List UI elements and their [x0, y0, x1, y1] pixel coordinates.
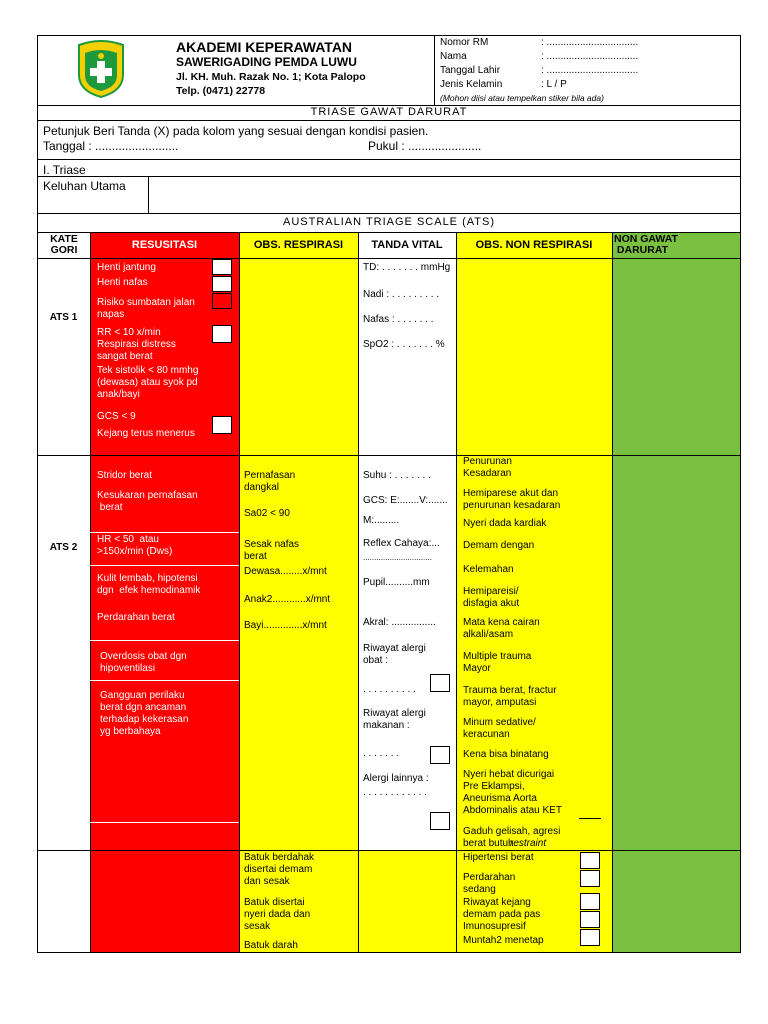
- checkbox-perdarahan-sedang[interactable]: [580, 870, 600, 887]
- jenis-kelamin-field[interactable]: : L / P: [541, 79, 567, 90]
- nomor-rm-field[interactable]: : .................................: [541, 37, 639, 48]
- ats2-hemiparese: Hemiparese akut dan penurunan kesadaran: [463, 488, 561, 511]
- ats2-hemipareisi: Hemipareisi/ disfagia akut: [463, 586, 520, 609]
- checkbox-alergi-obat[interactable]: [430, 674, 450, 692]
- checkbox-alergi-makanan[interactable]: [430, 746, 450, 764]
- ats2-akral-field[interactable]: Akral: ................: [363, 617, 436, 628]
- ats3-batuk-darah: Batuk darah: [244, 940, 298, 951]
- ats2-dewasa-field[interactable]: Dewasa........x/mnt: [244, 566, 327, 577]
- checkbox-sumbatan[interactable]: [212, 293, 232, 309]
- ats2-perdarahan: Perdarahan berat: [97, 612, 175, 623]
- keluhan-label: Keluhan Utama: [43, 179, 126, 193]
- ats2-trauma-berat: Trauma berat, fractur mayor, amputasi: [463, 685, 557, 708]
- jenis-kelamin-label: Jenis Kelamin: [440, 79, 503, 90]
- ats2-demam: Demam dengan: [463, 540, 535, 551]
- sticker-note: (Mohon diisi atau tempelkan stiker bila ada): [440, 93, 604, 103]
- ats2-nyeri-hebat: Nyeri hebat dicurigai Pre Eklampsi, Aneurisma Aorta Abdominalis atau KET: [463, 769, 562, 816]
- ats2-kelemahan: Kelemahan: [463, 564, 514, 575]
- tanggal-field[interactable]: Tanggal : .........................: [43, 139, 179, 153]
- ats1-distress: Respirasi distress sangat berat: [97, 339, 176, 362]
- ats2-alergi-obat-field[interactable]: . . . . . . . . . .: [363, 684, 416, 695]
- ats2-reflex-label: Reflex Cahaya:...: [363, 538, 440, 549]
- ats2-anak-field[interactable]: Anak2............x/mnt: [244, 594, 331, 605]
- col-obs-respirasi-bg: [239, 233, 358, 952]
- ats2-alergi-lainnya-label: Alergi lainnya :: [363, 773, 429, 784]
- header-resusitasi: RESUSITASI: [131, 239, 198, 251]
- ats2-alergi-lainnya-field[interactable]: . . . . . . . . . . . .: [363, 787, 427, 798]
- ats3-batuk-nyeri-dada: Batuk disertai nyeri dada dan sesak: [244, 897, 311, 932]
- header-non-gawat: NON GAWAT DARURAT: [614, 233, 678, 256]
- ats1-spo2-field[interactable]: SpO2 : . . . . . . . %: [363, 339, 445, 350]
- ats2-hr: HR < 50 atau >150x/min (Dws): [97, 534, 173, 557]
- tanggal-lahir-label: Tanggal Lahir: [440, 65, 501, 76]
- ats2-overdosis: Overdosis obat dgn hipoventilasi: [100, 651, 187, 674]
- ats2-label: ATS 2: [49, 542, 78, 553]
- ats2-bayi-field[interactable]: Bayi..............x/mnt: [244, 620, 327, 631]
- ats2-gcs-field[interactable]: GCS: E:.......V:.......: [363, 495, 448, 506]
- checkbox-henti-nafas[interactable]: [212, 276, 232, 292]
- logo: [71, 39, 131, 99]
- keluhan-field[interactable]: [149, 177, 740, 212]
- ats2-gangguan: Gangguan perilaku berat dgn ancaman terhadap kekerasan yg berbahaya: [100, 690, 189, 737]
- ats2-gaduh-gelisah: Gaduh gelisah, agresi berat butuh: [463, 826, 561, 849]
- ats2-sesak-nafas: Sesak nafas berat: [244, 539, 300, 562]
- ats2-sao2: Sa02 < 90: [244, 508, 290, 519]
- institution-address: Jl. KH. Muh. Razak No. 1; Kota Palopo: [176, 71, 366, 83]
- nomor-rm-label: Nomor RM: [440, 37, 489, 48]
- ats1-label: ATS 1: [49, 312, 78, 323]
- ats3-riwayat-kejang: Riwayat kejang demam pada pas Imunosupresif: [463, 897, 541, 932]
- ats1-gcs: GCS < 9: [97, 411, 136, 422]
- institution-phone: Telp. (0471) 22778: [176, 85, 266, 97]
- ats2-suhu-field[interactable]: Suhu : . . . . . . .: [363, 470, 431, 481]
- checkbox-imunosupresif[interactable]: [580, 911, 600, 928]
- checkbox-riwayat-kejang[interactable]: [580, 893, 600, 910]
- ats2-stridor: Stridor berat: [97, 470, 153, 481]
- checkbox-alergi-lainnya[interactable]: [430, 812, 450, 830]
- form-title: TRIASE GAWAT DARURAT: [310, 106, 468, 118]
- checkbox-rr[interactable]: [212, 325, 232, 343]
- ats1-henti-nafas: Henti nafas: [97, 277, 148, 288]
- header-obs-non-respirasi: OBS. NON RESPIRASI: [475, 239, 593, 251]
- checkbox-kejang[interactable]: [212, 416, 232, 434]
- institution-sub: SAWERIGADING PEMDA LUWU: [176, 55, 357, 69]
- ats2-mata-kena-cairan: Mata kena cairan alkali/asam: [463, 617, 540, 640]
- logo-shield-icon: [71, 39, 131, 99]
- ats2-kena-bisa: Kena bisa binatang: [463, 749, 549, 760]
- ats1-sumbatan: Risiko sumbatan jalan napas: [97, 297, 195, 320]
- ats3-perdarahan-sedang: Perdarahan sedang: [463, 872, 516, 895]
- ats2-pernafasan-dangkal: Pernafasan dangkal: [244, 470, 296, 493]
- ats1-td-field[interactable]: TD: . . . . . . . mmHg: [363, 262, 451, 273]
- checkbox-hipertensi[interactable]: [580, 852, 600, 869]
- ats1-nadi-field[interactable]: Nadi : . . . . . . . . .: [363, 289, 440, 300]
- ats2-restraint: restraint: [510, 838, 547, 849]
- ats3-muntah: Muntah2 menetap: [463, 935, 544, 946]
- ats3-hipertensi: Hipertensi berat: [463, 852, 534, 863]
- ats1-nafas-field[interactable]: Nafas : . . . . . . .: [363, 314, 434, 325]
- nama-field[interactable]: : .................................: [541, 51, 639, 62]
- ats2-reflex-field[interactable]: ...............................: [363, 553, 432, 562]
- instruction-text: Petunjuk Beri Tanda (X) pada kolom yang sesuai dengan kondisi pasien.: [43, 124, 429, 138]
- ats2-pupil-field[interactable]: Pupil..........mm: [363, 577, 430, 588]
- ats2-multiple-trauma: Multiple trauma Mayor: [463, 651, 532, 674]
- ats1-rr: RR < 10 x/min: [97, 327, 161, 338]
- ats1-henti-jantung: Henti jantung: [97, 262, 156, 273]
- ats2-nyeri-dada: Nyeri dada kardiak: [463, 518, 547, 529]
- ats2-minum-sedative: Minum sedative/ keracunan: [463, 717, 536, 740]
- pukul-field[interactable]: Pukul : ......................: [368, 139, 482, 153]
- ats2-kesukaran: Kesukaran pernafasan berat: [97, 490, 198, 513]
- ats1-tek-sistolik: Tek sistolik < 80 mmhg (dewasa) atau syok pd anak/bayi: [97, 365, 199, 400]
- ats2-kulit-lembab: Kulit lembab, hipotensi dgn efek hemodinamik: [97, 573, 201, 596]
- checkbox-muntah[interactable]: [580, 929, 600, 946]
- header-tanda-vital: TANDA VITAL: [371, 239, 443, 251]
- section-triase: I. Triase: [43, 163, 86, 177]
- ats2-penurunan-kesadaran: Penurunan Kesadaran: [463, 456, 512, 479]
- header-obs-respirasi: OBS. RESPIRASI: [253, 239, 344, 251]
- col-non-gawat-bg: [612, 233, 740, 952]
- ats2-gcs-m-field[interactable]: M:.........: [363, 515, 400, 526]
- ats3-batuk-berdahak: Batuk berdahak disertai demam dan sesak: [244, 852, 315, 887]
- tanggal-lahir-field[interactable]: : .................................: [541, 65, 639, 76]
- ats2-alergi-makanan-field[interactable]: . . . . . . .: [363, 748, 400, 759]
- ats2-alergi-obat-label: Riwayat alergi obat :: [363, 643, 426, 666]
- ats2-alergi-makanan-label: Riwayat alergi makanan :: [363, 708, 426, 731]
- institution-name: AKADEMI KEPERAWATAN: [176, 39, 353, 55]
- ats-title: AUSTRALIAN TRIAGE SCALE (ATS): [283, 216, 495, 228]
- ats1-kejang: Kejang terus menerus: [97, 428, 195, 439]
- checkbox-henti-jantung[interactable]: [212, 259, 232, 275]
- nama-label: Nama: [440, 51, 467, 62]
- header-kategori: KATE GORI: [50, 233, 78, 256]
